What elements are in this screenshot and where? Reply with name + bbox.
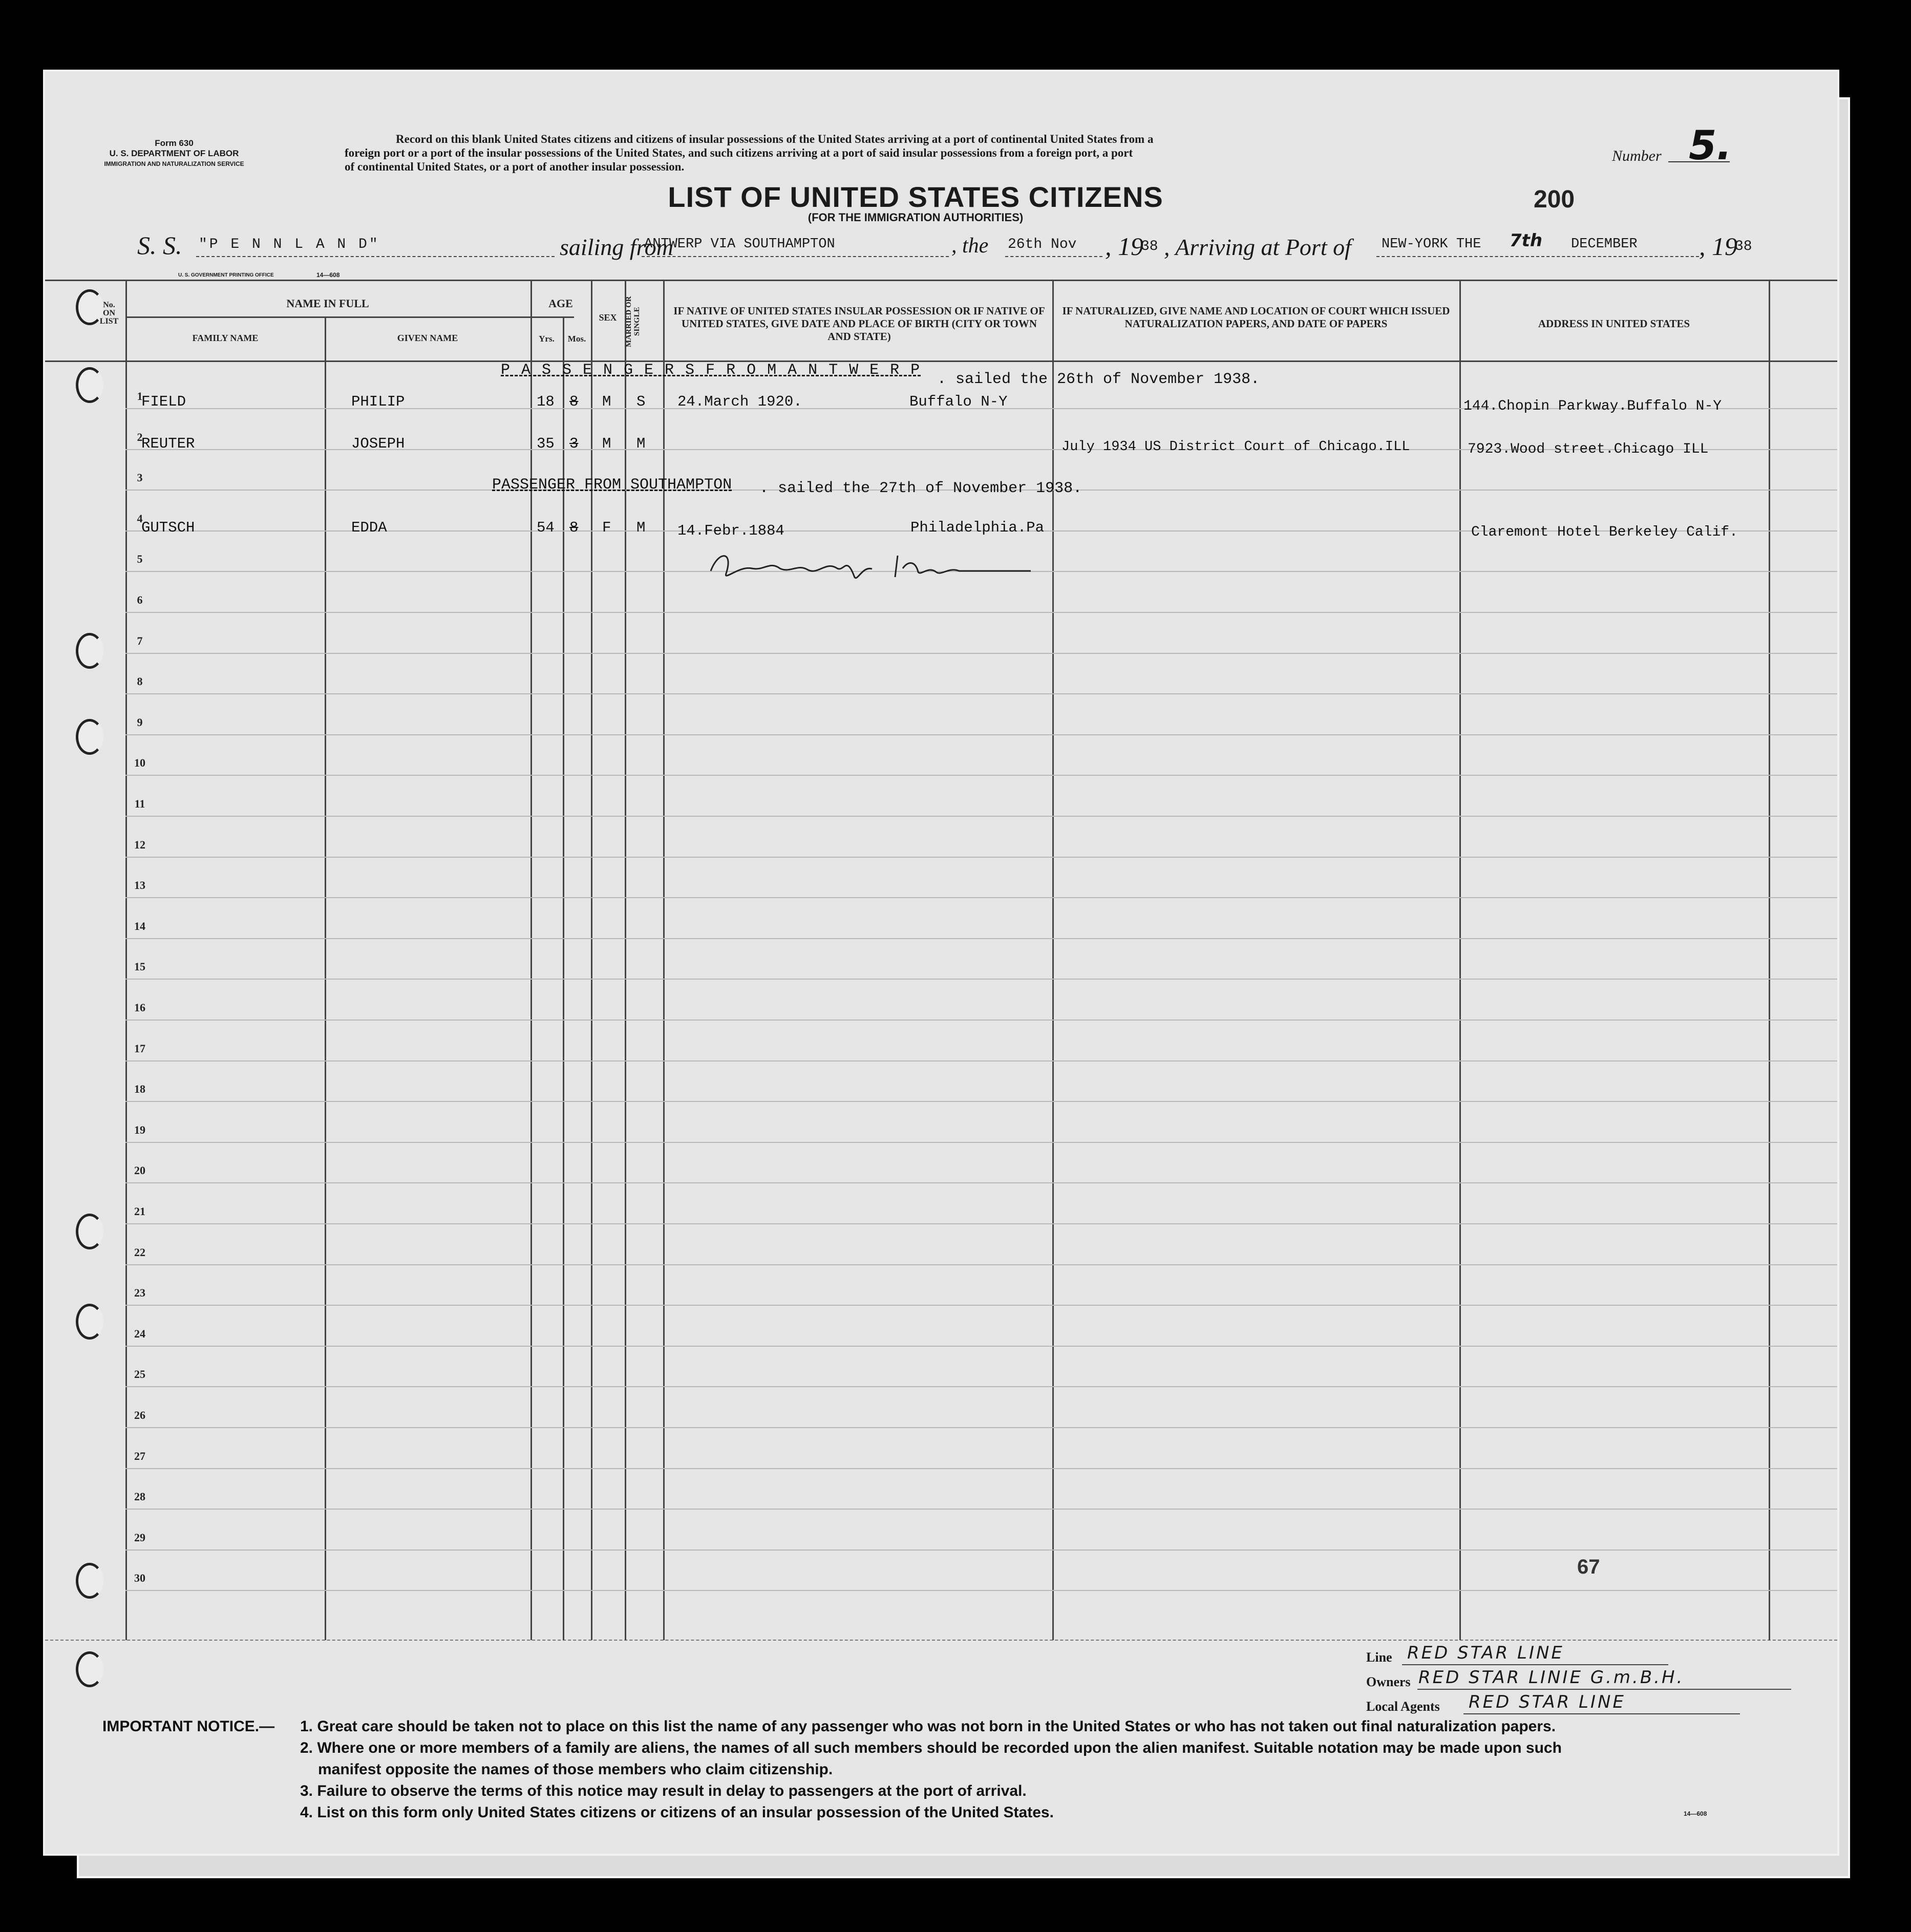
instructions-line: foreign port or a port of the insular possessions of the United States, and such citizens arriving at a port of said insular possessions from a foreign port, a port: [345, 146, 1133, 159]
row-number: 27: [134, 1449, 145, 1462]
header-given-name: GIVEN NAME: [397, 333, 458, 343]
number-value: 5.: [1689, 123, 1732, 169]
notice-item: 1. Great care should be taken not to place on this list the name of any passenger who was not born in the United States or who has not taken out final naturalization papers.: [300, 1718, 1556, 1735]
instructions: [345, 132, 1609, 174]
row-number: 23: [134, 1286, 145, 1300]
header-married-or-single: MARRIED OR SINGLE: [625, 296, 641, 347]
row-rule: [125, 653, 1837, 654]
signature-icon: [703, 545, 1041, 586]
notice-item: 2. Where one or more members of a family are aliens, the names of all such members should be recorded upon the alien manifest. Suitable notation may be made upon such: [300, 1739, 1562, 1756]
name-header-rule: [127, 316, 572, 318]
row-number: 6: [137, 593, 143, 606]
sex: M: [602, 393, 611, 410]
punch-hole-icon: [76, 719, 103, 755]
row-number: 12: [134, 838, 145, 851]
ss-label: S. S.: [137, 231, 182, 260]
family-name: GUTSCH: [141, 519, 195, 536]
date-underline: [1005, 256, 1102, 257]
row-rule: [125, 857, 1837, 858]
sailing-date: 26th Nov: [1008, 237, 1077, 252]
table-bottom-rule: [45, 1640, 1837, 1641]
birth-place: Philadelphia.Pa: [910, 519, 1045, 536]
owners-value: RED STAR LINIE G.m.B.H.: [1418, 1667, 1685, 1688]
header-mos: Mos.: [567, 334, 586, 344]
row-rule: [125, 1060, 1837, 1061]
row-number: 1: [137, 390, 143, 402]
naturalization-court: July 1934 US District Court of Chicago.ILL: [1061, 439, 1410, 455]
age-header-rule: [529, 316, 574, 318]
department: U. S. DEPARTMENT OF LABOR: [109, 148, 239, 158]
row-rule: [125, 1142, 1837, 1143]
given-name: EDDA: [351, 519, 387, 536]
document-page: [45, 72, 1837, 1854]
row-number: 28: [134, 1490, 145, 1503]
punch-hole-icon: [76, 367, 103, 403]
address: 7923.Wood street.Chicago ILL: [1468, 441, 1709, 457]
row-rule: [125, 1509, 1837, 1510]
arrival-month: DECEMBER: [1571, 237, 1638, 252]
row-number: 17: [134, 1042, 145, 1055]
the-label: , the: [951, 234, 989, 258]
row-number: 8: [137, 675, 143, 688]
row-number: 19: [134, 1123, 145, 1136]
row-number: 15: [134, 960, 145, 973]
line-underline: [1402, 1664, 1668, 1665]
row-number: 10: [134, 756, 145, 770]
row-number: 22: [134, 1245, 145, 1259]
row-number: 26: [134, 1409, 145, 1421]
line-value: RED STAR LINE: [1407, 1643, 1564, 1663]
row-rule: [125, 1468, 1837, 1469]
row-number: 7: [137, 634, 143, 647]
age-months: 8: [569, 393, 579, 410]
punch-hole-icon: [76, 1214, 103, 1249]
punch-hole-icon: [76, 633, 103, 669]
sex: M: [602, 435, 611, 452]
col-divider: [1459, 281, 1461, 1640]
row-number: 11: [134, 797, 145, 810]
agents-underline: [1463, 1713, 1740, 1714]
arrival-year: 38: [1735, 239, 1752, 254]
section-note-extra: . sailed the 27th of November 1938.: [759, 480, 1082, 497]
arrival-day: 7th: [1510, 230, 1543, 251]
row-number: 20: [134, 1164, 145, 1177]
age-years: 54: [537, 519, 555, 536]
arrival-port: NEW-YORK THE: [1382, 237, 1481, 252]
arriving-label: , Arriving at Port of: [1164, 234, 1351, 260]
address: Claremont Hotel Berkeley Calif.: [1471, 524, 1738, 540]
row-rule: [125, 734, 1837, 735]
sailing-from: ANTWERP VIA SOUTHAMPTON: [644, 237, 835, 252]
row-rule: [125, 612, 1837, 613]
line-label: Line: [1366, 1650, 1392, 1665]
printer-code: 14—608: [316, 271, 340, 279]
row-number: 25: [134, 1368, 145, 1381]
family-name: FIELD: [141, 393, 186, 410]
header-family-name: FAMILY NAME: [192, 333, 259, 343]
row-rule: [125, 1346, 1837, 1347]
row-number: 3: [137, 471, 143, 484]
row-number: 16: [134, 1001, 145, 1014]
printer-note: U. S. GOVERNMENT PRINTING OFFICE: [178, 272, 274, 278]
notice-code: 14—608: [1684, 1810, 1707, 1817]
row-number: 30: [134, 1572, 145, 1585]
marital-status: M: [636, 519, 646, 536]
header-yrs: Yrs.: [539, 334, 555, 344]
birth-date: 24.March 1920.: [677, 393, 802, 410]
from-underline: [642, 256, 949, 257]
row-rule: [125, 1590, 1837, 1591]
service: IMMIGRATION AND NATURALIZATION SERVICE: [104, 160, 244, 167]
row-rule: [125, 1386, 1837, 1387]
form-info: [87, 138, 261, 169]
row-number: 29: [134, 1531, 145, 1544]
section-note-extra: . sailed the 26th of November 1938.: [937, 371, 1260, 388]
age-years: 35: [537, 435, 555, 452]
notice-item: manifest opposite the names of those members who claim citizenship.: [318, 1761, 833, 1778]
punch-hole-icon: [76, 1563, 103, 1599]
marital-status: S: [636, 393, 646, 410]
agents-value: RED STAR LINE: [1469, 1692, 1626, 1712]
row-rule: [125, 1264, 1837, 1265]
row-rule: [125, 1101, 1837, 1102]
header-naturalized: IF NATURALIZED, GIVE NAME AND LOCATION OF COURT WHICH ISSUED NATURALIZATION PAPERS, AND DATE OF PAPERS: [1062, 305, 1450, 330]
page-title: LIST OF UNITED STATES CITIZENS: [668, 181, 1163, 213]
notice-heading: IMPORTANT NOTICE.—: [102, 1718, 275, 1735]
age-years: 18: [537, 393, 555, 410]
arrival-year-prefix: , 19: [1699, 232, 1737, 261]
row-rule: [125, 1223, 1837, 1224]
sailing-label: sailing from: [560, 234, 673, 260]
row-number: 24: [134, 1327, 145, 1340]
row-rule: [125, 1549, 1837, 1551]
row-rule: [125, 1305, 1837, 1306]
row-number: 9: [137, 715, 143, 729]
header-bottom-rule: [45, 360, 1837, 362]
row-rule: [125, 816, 1837, 817]
given-name: JOSEPH: [351, 435, 405, 452]
address: 144.Chopin Parkway.Buffalo N-Y: [1463, 398, 1722, 414]
notice-item: 4. List on this form only United States citizens or citizens of an insular possession of the United States.: [300, 1804, 1054, 1821]
birth-place: Buffalo N-Y: [909, 393, 1008, 410]
row-number: 2: [137, 430, 143, 443]
agents-label: Local Agents: [1366, 1699, 1440, 1714]
instructions-line: of continental United States, or a port of another insular possession.: [345, 160, 685, 173]
age-months: 3: [569, 435, 579, 452]
family-name: REUTER: [141, 435, 195, 452]
header-sex: SEX: [599, 312, 617, 323]
number-label: Number: [1612, 147, 1662, 164]
section-note: P A S S E N G E R S F R O M A N T W E R P: [501, 362, 921, 379]
row-number: 21: [134, 1205, 145, 1218]
instructions-line: Record on this blank United States citizens and citizens of insular possessions of the United States arriving at a port of continental United States from a: [396, 133, 1154, 145]
owners-underline: [1417, 1689, 1791, 1690]
header-age: AGE: [548, 297, 573, 310]
punch-hole-icon: [76, 1304, 103, 1340]
sailing-year: 38: [1141, 239, 1158, 254]
header-address: ADDRESS IN UNITED STATES: [1538, 317, 1690, 330]
sex: F: [602, 519, 611, 536]
row-rule: [125, 1182, 1837, 1183]
row-number: 4: [137, 512, 143, 525]
row-rule: [125, 693, 1837, 694]
birth-date: 14.Febr.1884: [677, 522, 784, 539]
given-name: PHILIP: [351, 393, 405, 410]
row-number: 14: [134, 919, 145, 932]
row-number: 13: [134, 879, 145, 892]
col-divider: [1769, 281, 1770, 1640]
notice-item: 3. Failure to observe the terms of this notice may result in delay to passengers at the port of arrival.: [300, 1782, 1027, 1799]
ship-underline: [196, 256, 555, 257]
marital-status: M: [636, 435, 646, 452]
port-underline: [1376, 256, 1699, 257]
page-subtitle: (FOR THE IMMIGRATION AUTHORITIES): [808, 211, 1024, 224]
stamp-number: 200: [1534, 186, 1575, 213]
row-rule: [125, 938, 1837, 939]
year-prefix: , 19: [1105, 232, 1143, 261]
row-number: 5: [137, 553, 143, 566]
header-no-on-list: No. ON LIST: [99, 301, 119, 326]
table-top-rule: [45, 280, 1837, 281]
punch-hole-icon: [76, 1651, 103, 1687]
margin-note: 67: [1577, 1556, 1600, 1578]
ship-name: "P E N N L A N D": [199, 237, 380, 252]
row-rule: [125, 775, 1837, 776]
section-note: PASSENGER FROM SOUTHAMPTON: [492, 476, 732, 494]
row-rule: [125, 1020, 1837, 1021]
row-rule: [125, 897, 1837, 898]
header-native: IF NATIVE OF UNITED STATES INSULAR POSSESSION OR IF NATIVE OF UNITED STATES, GIVE DATE AND PLACE OF BIRTH (CITY OR TOWN AND STATE): [673, 305, 1045, 343]
row-rule: [125, 979, 1837, 980]
row-rule: [125, 1427, 1837, 1428]
form-number: Form 630: [155, 138, 194, 148]
row-number: 18: [134, 1082, 145, 1096]
header-name-in-full: NAME IN FULL: [286, 297, 369, 310]
owners-label: Owners: [1366, 1674, 1411, 1689]
age-months: 8: [569, 519, 579, 536]
